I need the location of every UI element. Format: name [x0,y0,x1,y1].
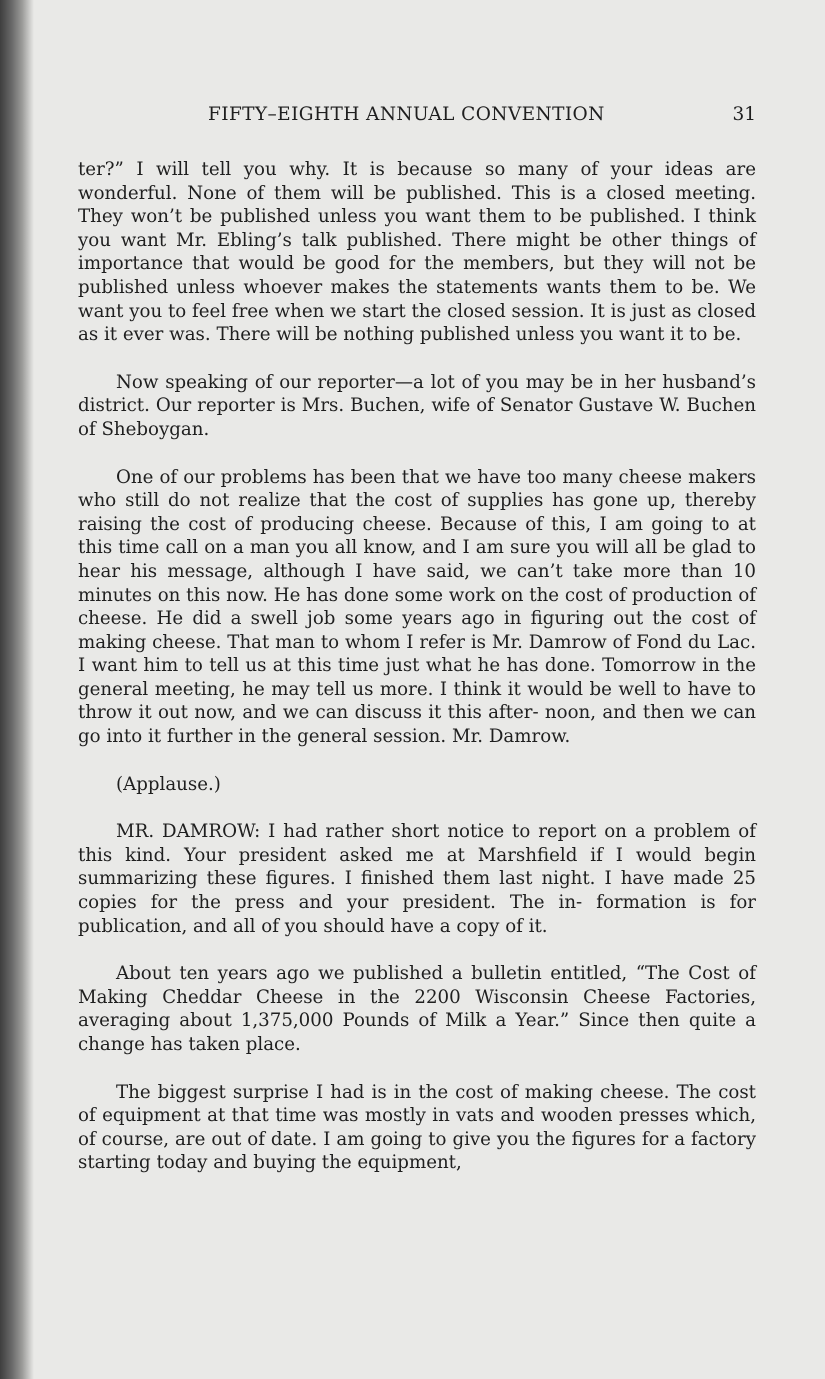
paragraph-bulletin: About ten years ago we published a bulletin entitled, “The Cost of Making Cheddar Cheese in the 2200 Wisconsin Cheese Factories, averaging about 1,375,000 Pounds of Milk a Year.” Since then quite a change has taken place. [78,963,756,1055]
paragraph-continued: ter?” I will tell you why. It is because so many of your ideas are wonderful. None of them will be published. This is a closed meeting. They won’t be published unless you want them to be published. I think you want Mr. Ebling’s talk published. There might be other things of importance that would be good for the members, but they will not be published unless whoever makes the statements wants them to be. We want you to feel free when we start the closed session. It is just as closed as it ever was. There will be nothing published unless you want it to be. [78,159,756,346]
page-body [78,158,756,1175]
paragraph-equipment: The biggest surprise I had is in the cost of making cheese. The cost of equipment at that time was mostly in vats and wooden presses which, of course, are out of date. I am going to give you the figures for a factory starting today and buying the equipment, [78,1081,756,1174]
book-binding-shadow [0,0,34,1379]
paragraph-cheese-costs: One of our problems has been that we have too many cheese makers who still do not realize that the cost of supplies has gone up, thereby raising the cost of producing cheese. Because of this, I am going to at this time call on a man you all know, and I am sure you will all be glad to hear his message, although I have said, we can’t take more than 10 minutes on this now. He has done some work on the cost of production of cheese. He did a swell job some years ago in figuring out the cost of making cheese. That man to whom I refer is Mr. Damrow of Fond du Lac. I want him to tell us at this time just what he has done. Tomorrow in the general meeting, he may tell us more. I think it would be well to have to throw it out now, and we can discuss it this after- noon, and then we can go into it further in the general session. Mr. Damrow. [78,466,756,748]
page-number: 31 [732,104,756,125]
paragraph-applause: (Applause.) [116,773,221,795]
page-header [78,104,756,130]
book-page [78,0,756,1379]
paragraph-reporter: Now speaking of our reporter—a lot of you may be in her husband’s district. Our reporter is Mrs. Buchen, wife of Senator Gustave W. Buchen of Sheboygan. [78,371,756,440]
paragraph-damrow-speech: MR. DAMROW: I had rather short notice to report on a problem of this kind. Your president asked me at Marshfield if I would begin summarizing these figures. I finished them last night. I have made 25 copies for the press and your president. The in- formation is for publication, and all of you should have a copy of it. [78,821,756,937]
running-title: FIFTY–EIGHTH ANNUAL CONVENTION [208,104,605,125]
